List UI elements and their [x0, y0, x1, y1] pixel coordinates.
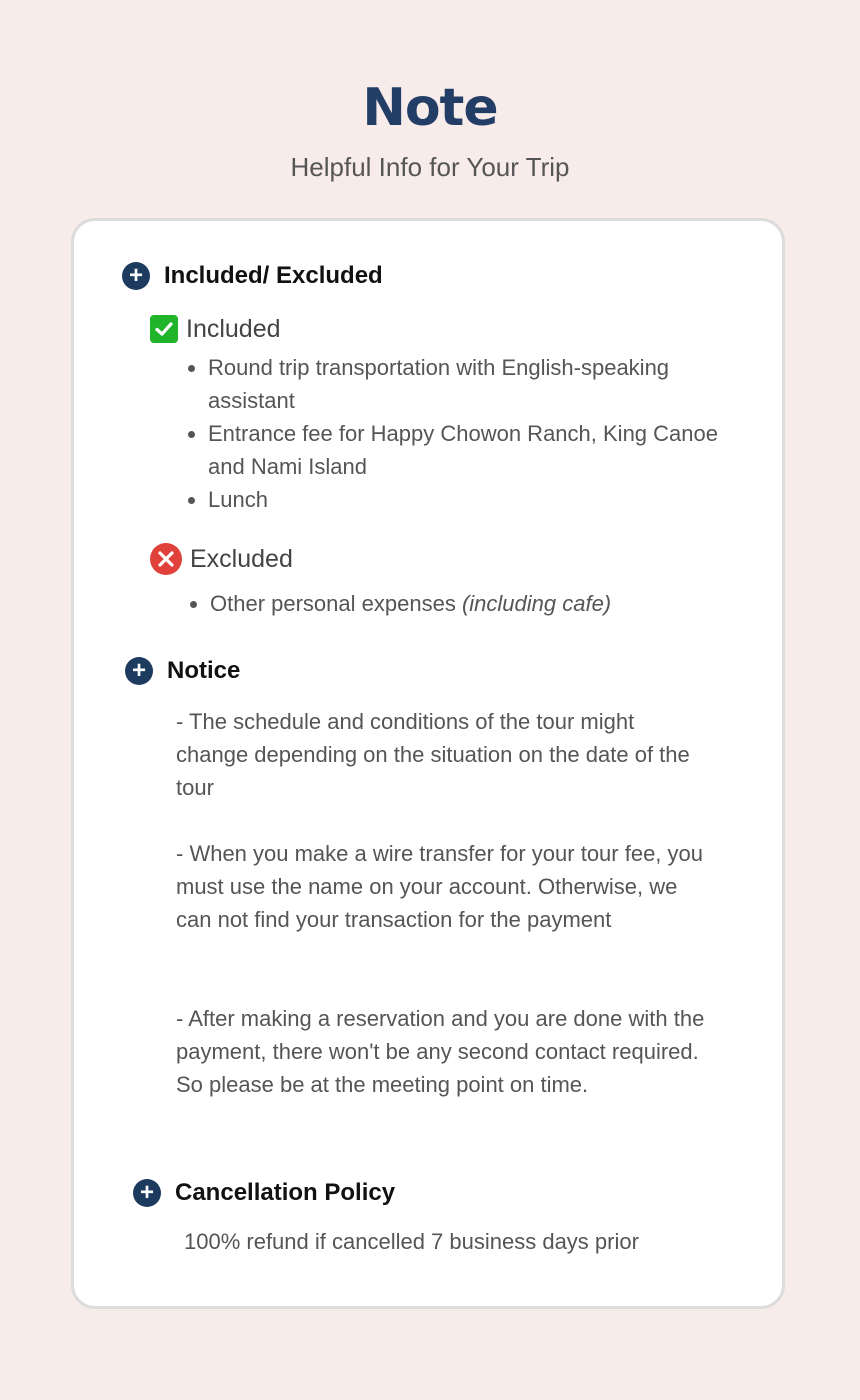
section-cancellation-title: Cancellation Policy	[175, 1179, 396, 1206]
list-item: Entrance fee for Happy Chowon Ranch, King Canoe and Nami Island	[208, 417, 718, 483]
excluded-subheader	[150, 543, 293, 575]
section-cancellation-header[interactable]	[133, 1178, 395, 1208]
plus-circle-icon[interactable]: +	[122, 262, 150, 290]
excluded-label: Excluded	[190, 545, 293, 573]
cancellation-text: 100% refund if cancelled 7 business days prior	[184, 1229, 639, 1254]
included-label: Included	[186, 315, 281, 343]
section-notice-title: Notice	[167, 657, 241, 684]
info-card	[71, 218, 785, 1309]
list-item: Round trip transportation with English-speaking assistant	[208, 351, 718, 417]
excluded-item-note: (including cafe)	[461, 591, 612, 616]
x-circle-icon	[150, 543, 182, 575]
section-notice-header[interactable]	[125, 656, 240, 686]
section-included-excluded-header[interactable]	[122, 261, 383, 291]
check-box-icon	[150, 315, 178, 343]
notice-paragraph: - The schedule and conditions of the tour might change depending on the situation on the date of the tour	[176, 709, 690, 800]
page-title: Note	[362, 78, 498, 138]
plus-circle-icon[interactable]: +	[133, 1179, 161, 1207]
page-subtitle: Helpful Info for Your Trip	[290, 152, 570, 182]
included-list	[186, 351, 718, 516]
included-subheader	[150, 313, 281, 345]
list-item	[210, 587, 730, 620]
notice-paragraph: - After making a reservation and you are done with the payment, there won't be any second contact required. So please be at the meeting point on time.	[176, 1006, 705, 1097]
section-included-excluded-title: Included/ Excluded	[164, 262, 383, 289]
notice-paragraph: - When you make a wire transfer for your tour fee, you must use the name on your account. Otherwise, we can not find your transaction for the payment	[176, 841, 704, 932]
list-item: Lunch	[208, 483, 718, 516]
excluded-item-text: Other personal expenses	[210, 591, 462, 616]
plus-circle-icon[interactable]: +	[125, 657, 153, 685]
excluded-list	[188, 587, 730, 620]
